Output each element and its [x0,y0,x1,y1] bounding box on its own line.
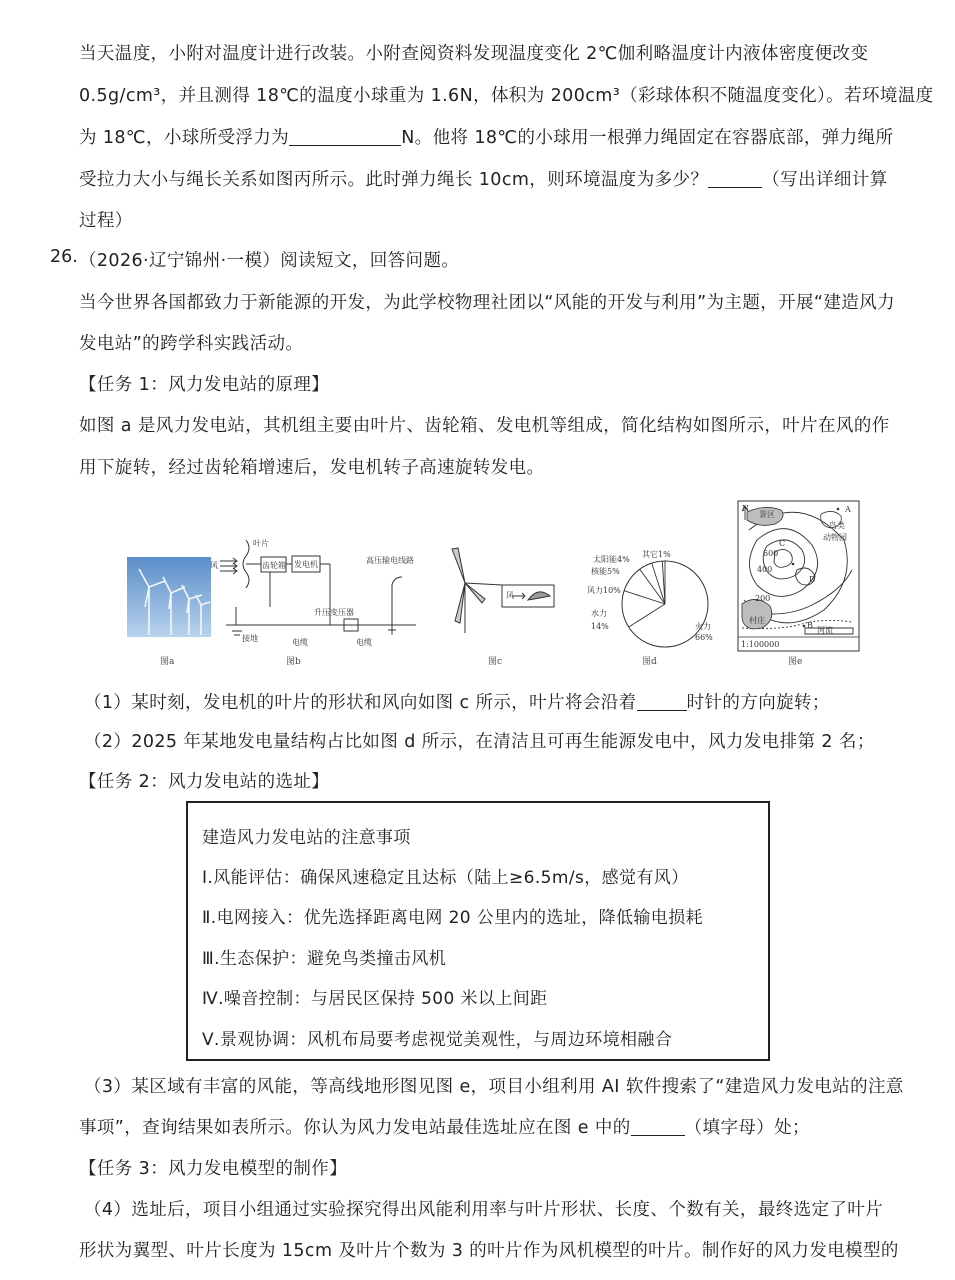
text-segment: （写出详细计算 [762,170,888,190]
map-label: D [809,575,816,584]
text-line: （3）某区域有丰富的风能，等高线地形图见图 e，项目小组利用 AI 软件搜索了“建造风力发电站的注意 [84,1077,904,1097]
figure-b-diagram [206,535,431,650]
figure-b-label: 叶片 [253,539,269,548]
figure-a-photo [127,557,211,637]
text-segment: 时针的方向旋转； [686,693,830,713]
text-line: 当今世界各国都致力于新能源的开发，为此学校物理社团以“风能的开发与利用”为主题，开展“建造风力 [79,293,895,313]
table-item: Ⅴ.景观协调：风机布局要考虑视觉美观性，与周边环境相融合 [202,1030,673,1050]
text-line [79,124,893,149]
map-label: C [779,539,786,548]
table-item: Ⅲ.生态保护：避免鸟类撞击风机 [202,949,447,969]
text-line: 形状为翼型、叶片长度为 15cm 及叶片个数为 3 的叶片作为风机模型的叶片。制作好的风力发电模型的 [79,1241,899,1261]
figure-c-caption: 图c [488,657,503,667]
figure-e-caption: 图e [788,657,803,667]
text-line [79,1114,810,1139]
figure-b-label: 电缆 [356,638,372,647]
map-label: 400 [757,565,773,574]
question-header: （2026·辽宁锦州·一模）阅读短文，回答问题。 [79,251,460,271]
pie-label: 66% [695,633,713,642]
text-line: 过程） [79,211,133,231]
text-line: 如图 a 是风力发电站，其机组主要由叶片、齿轮箱、发电机等组成，简化结构如图所示，叶片在风的作 [79,416,890,436]
notice-table [186,801,770,1061]
answer-blank[interactable] [637,693,687,712]
figure-b-label: 齿轮箱 [262,561,286,570]
pie-slice-核能 [640,569,665,604]
answer-blank[interactable] [708,170,762,189]
map-label: A [845,505,851,514]
figure-b-label: 高压输电线路 [366,556,414,565]
figure-b-label: 接地 [242,634,258,643]
map-label: 200 [755,594,771,603]
pie-label: 其它1% [642,550,671,559]
text-segment: N。他将 18℃的小球用一根弹力绳固定在容器底部，弹力绳所 [401,128,894,148]
task-heading: 【任务 1：风力发电站的原理】 [79,375,330,395]
figure-b-label: 升压变压器 [314,608,354,617]
table-item: Ⅰ.风能评估：确保风速稳定且达标（陆上≥6.5m/s，感觉有风） [202,868,689,888]
map-label: N [742,504,749,513]
map-label: 动物园 [823,533,847,542]
text-segment: 事项”，查询结果如表所示。你认为风力发电站最佳选址应在图 e 中的 [79,1118,631,1138]
map-label: 鸟类 [829,521,845,530]
pie-label: 14% [591,622,609,631]
text-segment: （填字母）处； [684,1118,810,1138]
pie-slice-风力 [624,591,665,604]
task-heading: 【任务 2：风力发电站的选址】 [79,772,330,792]
figure-b-caption: 图b [286,657,301,667]
map-label: 景区 [759,510,775,519]
figure-c-diagram [440,545,565,635]
text-line: 用下旋转，经过齿轮箱增速后，发电机转子高速旋转发电。 [79,458,545,478]
table-title: 建造风力发电站的注意事项 [202,828,411,848]
figure-d-pie-chart [585,543,730,650]
task-heading: 【任务 3：风力发电模型的制作】 [79,1159,348,1179]
pie-label: 太阳能4% [593,555,630,564]
text-segment: 为 18℃，小球所受浮力为 [79,128,290,148]
figure-b-label: 电缆 [292,638,308,647]
pie-slice-水力 [629,604,665,627]
map-label: 村庄 [749,616,765,625]
figure-d-caption: 图d [642,657,657,667]
text-line: 发电站”的跨学科实践活动。 [79,334,304,354]
figure-b-label: 发电机 [294,560,318,569]
pie-label: 核能5% [591,567,620,576]
map-label: B [807,621,813,630]
figure-b-label: 风 [210,561,218,570]
figure-c-label: 风 [506,591,514,600]
pie-label: 水力 [591,609,607,618]
text-line: （4）选址后，项目小组通过实验探究得出风能利用率与叶片形状、长度、个数有关，最终选定了叶片 [84,1200,884,1220]
text-line: （2）2025 年某地发电量结构占比如图 d 所示，在清洁且可再生能源发电中，风力发电排第 2 名； [84,732,875,752]
text-line [84,689,830,714]
text-line: 0.5g/cm³，并且测得 18℃的温度小球重为 1.6N，体积为 200cm³（彩球体积不随温度变化）。若环境温度 [79,86,934,106]
answer-blank[interactable] [289,128,401,147]
map-label: 600 [763,549,779,558]
map-label: 河流 [817,626,833,635]
question-number: 26. [50,247,78,267]
text-line [79,166,888,191]
figure-e-contour-map [737,500,860,652]
table-item: Ⅳ.噪音控制：与居民区保持 500 米以上间距 [202,989,548,1009]
answer-blank[interactable] [631,1118,685,1137]
map-label: 1:100000 [741,640,780,649]
text-line: 当天温度，小附对温度计进行改装。小附查阅资料发现温度变化 2℃伽利略温度计内液体密度便改变 [79,44,869,64]
pie-label: 火力 [695,622,711,631]
figure-a-caption: 图a [160,657,175,667]
text-segment: 受拉力大小与绳长关系如图丙所示。此时弹力绳长 10cm，则环境温度为多少？ [79,170,709,190]
pie-label: 风力10% [587,586,621,595]
table-item: Ⅱ.电网接入：优先选择距离电网 20 公里内的选址，降低输电损耗 [202,908,704,928]
text-segment: （1）某时刻，发电机的叶片的形状和风向如图 c 所示，叶片将会沿着 [84,693,637,713]
